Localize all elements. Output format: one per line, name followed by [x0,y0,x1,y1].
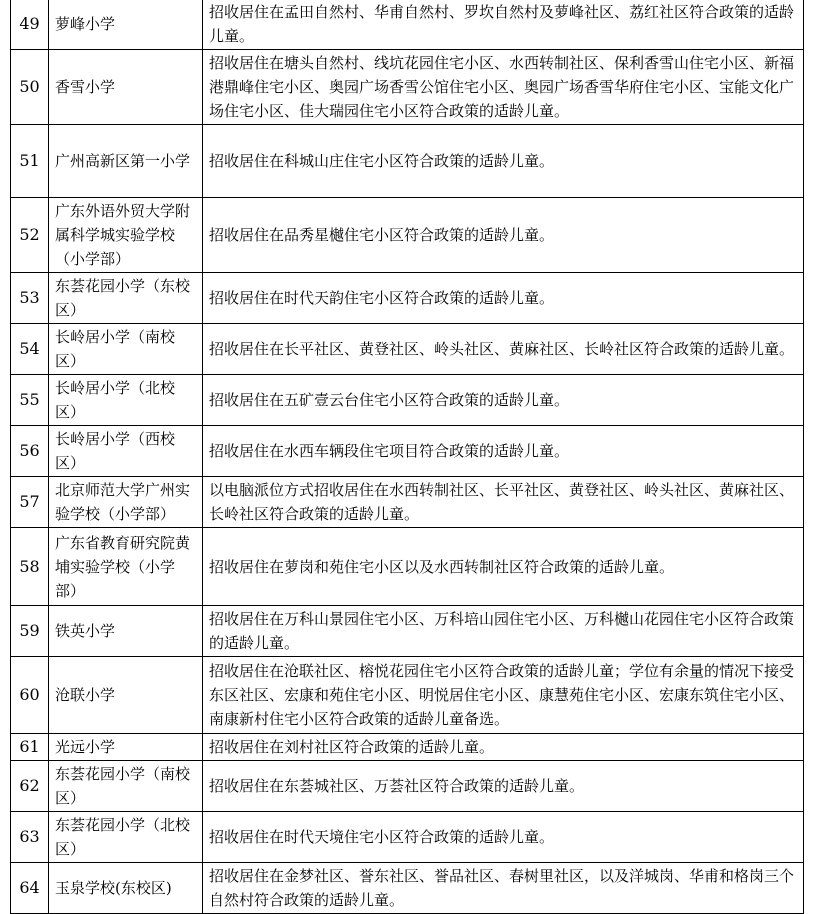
table-row [11,812,804,863]
table-row [11,0,804,50]
row-number: 58 [11,528,49,606]
school-name: 光远小学 [49,734,203,761]
enrollment-policy: 招收居住在水西车辆段住宅项目符合政策的适龄儿童。 [203,426,804,477]
school-name: 萝峰小学 [49,0,203,50]
table-row [11,734,804,761]
school-name: 长岭居小学（北校区） [49,375,203,426]
table-row [11,761,804,812]
row-number: 64 [11,863,49,914]
school-name: 东荟花园小学（北校区） [49,812,203,863]
school-name: 东荟花园小学（南校区） [49,761,203,812]
school-name: 广东外语外贸大学附属科学城实验学校（小学部） [49,198,203,273]
table-row [11,528,804,606]
row-number: 51 [11,125,49,198]
row-number: 63 [11,812,49,863]
enrollment-policy: 招收居住在万科山景园住宅小区、万科培山园住宅小区、万科樾山花园住宅小区符合政策的适龄儿童。 [203,606,804,657]
table-row [11,657,804,734]
table-body [11,0,804,914]
table-row [11,606,804,657]
enrollment-policy: 招收居住在金梦社区、誉东社区、誉品社区、春树里社区，以及洋城岗、华甫和格岗三个自然村符合政策的适龄儿童。 [203,863,804,914]
table-row [11,375,804,426]
table-row [11,426,804,477]
school-name: 铁英小学 [49,606,203,657]
school-name: 广东省教育研究院黄埔实验学校（小学部） [49,528,203,606]
enrollment-policy: 招收居住在孟田自然村、华甫自然村、罗坎自然村及萝峰社区、荔红社区符合政策的适龄儿童。 [203,0,804,50]
school-name: 长岭居小学（南校区） [49,324,203,375]
enrollment-policy: 招收居住在沧联社区、榕悦花园住宅小区符合政策的适龄儿童；学位有余量的情况下接受东区社区、宏康和苑住宅小区、明悦居住宅小区、康慧苑住宅小区、宏康东筑住宅小区、南康新村住宅小区符合政策的适龄儿童备选。 [203,657,804,734]
enrollment-policy: 招收居住在五矿壹云台住宅小区符合政策的适龄儿童。 [203,375,804,426]
row-number: 62 [11,761,49,812]
row-number: 61 [11,734,49,761]
enrollment-policy: 招收居住在刘村社区符合政策的适龄儿童。 [203,734,804,761]
enrollment-policy: 招收居住在时代天韵住宅小区符合政策的适龄儿童。 [203,273,804,324]
enrollment-policy: 招收居住在品秀星樾住宅小区符合政策的适龄儿童。 [203,198,804,273]
row-number: 54 [11,324,49,375]
school-name: 广州高新区第一小学 [49,125,203,198]
table-row [11,477,804,528]
school-name: 玉泉学校(东校区) [49,863,203,914]
enrollment-policy: 招收居住在时代天境住宅小区符合政策的适龄儿童。 [203,812,804,863]
enrollment-policy: 招收居住在东荟城社区、万荟社区符合政策的适龄儿童。 [203,761,804,812]
row-number: 49 [11,0,49,50]
row-number: 59 [11,606,49,657]
enrollment-policy: 招收居住在塘头自然村、线坑花园住宅小区、水西转制社区、保利香雪山住宅小区、新福港鼎峰住宅小区、奥园广场香雪公馆住宅小区、奥园广场香雪华府住宅小区、宝能文化广场住宅小区、佳大瑞园住宅小区符合政策的适龄儿童。 [203,50,804,125]
enrollment-policy: 招收居住在萝岗和苑住宅小区以及水西转制社区符合政策的适龄儿童。 [203,528,804,606]
school-enrollment-table [10,0,804,914]
row-number: 56 [11,426,49,477]
school-name: 北京师范大学广州实验学校（小学部） [49,477,203,528]
enrollment-policy: 以电脑派位方式招收居住在水西转制社区、长平社区、黄登社区、岭头社区、黄麻社区、长岭社区符合政策的适龄儿童。 [203,477,804,528]
row-number: 53 [11,273,49,324]
school-name: 沧联小学 [49,657,203,734]
row-number: 52 [11,198,49,273]
table-row [11,273,804,324]
table-row [11,324,804,375]
row-number: 55 [11,375,49,426]
table-row [11,863,804,914]
table-row [11,125,804,198]
table-row [11,198,804,273]
row-number: 50 [11,50,49,125]
enrollment-policy: 招收居住在长平社区、黄登社区、岭头社区、黄麻社区、长岭社区符合政策的适龄儿童。 [203,324,804,375]
school-name: 长岭居小学（西校区） [49,426,203,477]
table-row [11,50,804,125]
school-name: 香雪小学 [49,50,203,125]
row-number: 60 [11,657,49,734]
enrollment-policy: 招收居住在科城山庄住宅小区符合政策的适龄儿童。 [203,125,804,198]
row-number: 57 [11,477,49,528]
school-name: 东荟花园小学（东校区） [49,273,203,324]
